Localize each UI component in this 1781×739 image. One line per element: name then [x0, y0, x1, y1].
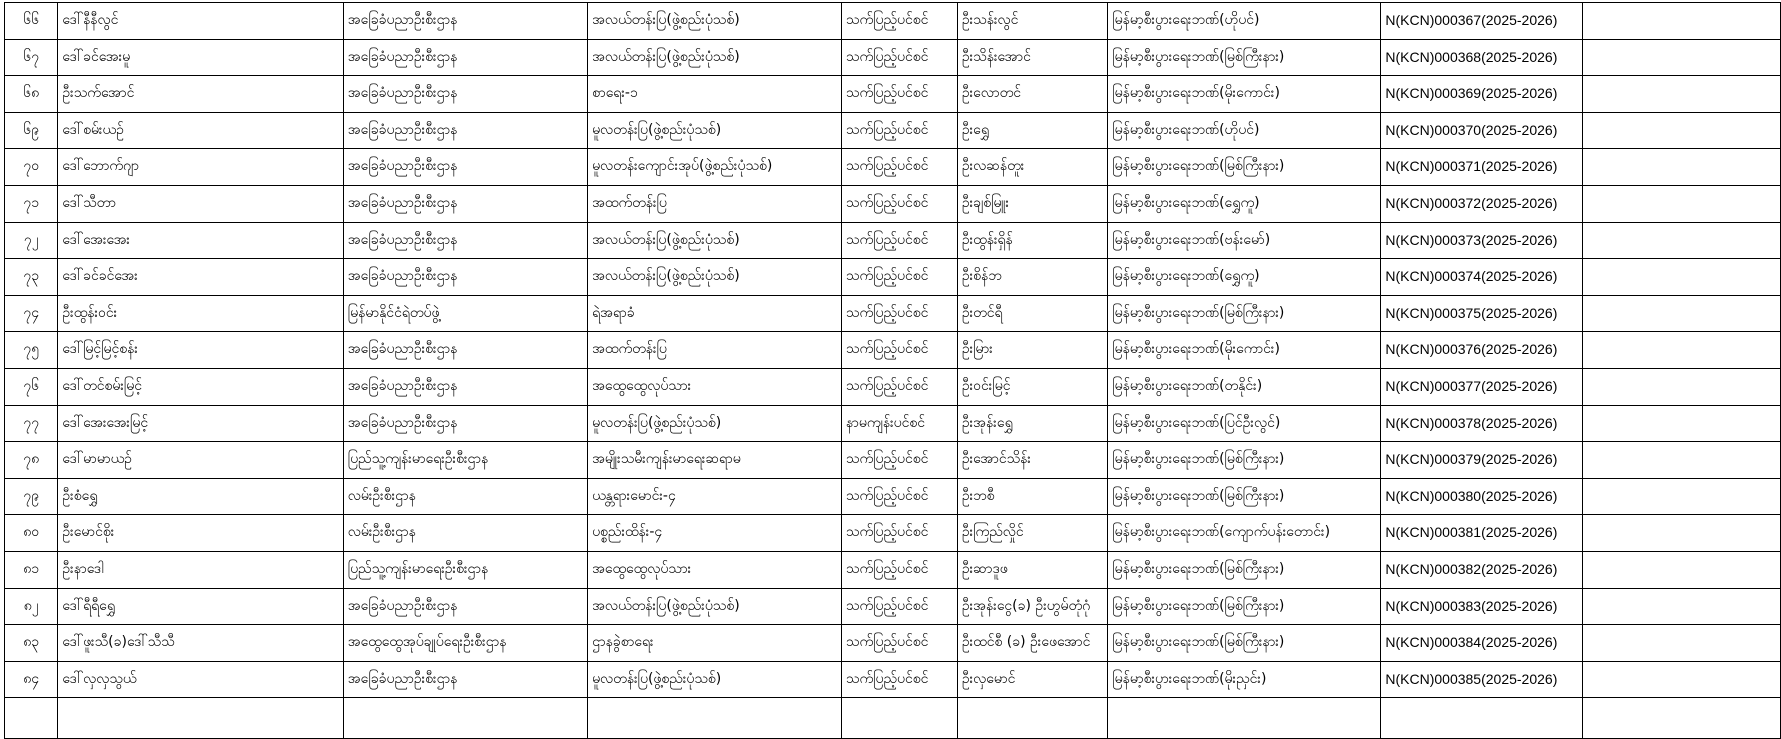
cell-position: ပစ္စည်းထိန်း-၄: [588, 515, 842, 552]
cell-serial-number: ၈၂: [5, 588, 58, 625]
cell-father-name: ဦးစိန်ဘ: [957, 259, 1107, 296]
cell-father-name: ဦးအုန်းရွှေ: [957, 405, 1107, 442]
cell-position: မူလတန်းကျောင်းအုပ်(ဖွဲ့စည်းပုံသစ်): [588, 149, 842, 186]
cell-registration-id: N(KCN)000379(2025-2026): [1381, 442, 1582, 479]
cell-position: အလယ်တန်းပြ(ဖွဲ့စည်းပုံသစ်): [588, 222, 842, 259]
cell-position: အထွေထွေလုပ်သား: [588, 551, 842, 588]
cell-registration-id: N(KCN)000375(2025-2026): [1381, 295, 1582, 332]
cell-bank-branch: မြန်မာ့စီးပွားရေးဘဏ်(မိုးကောင်း): [1108, 332, 1381, 369]
cell-registration-id: N(KCN)000369(2025-2026): [1381, 76, 1582, 113]
cell-position: စာရေး-၁: [588, 76, 842, 113]
pension-roster-page: [0, 2, 1781, 714]
cell-bank-branch: မြန်မာ့စီးပွားရေးဘဏ်(မြစ်ကြီးနား): [1108, 149, 1381, 186]
cell-department: အခြေခံပညာဦးစီးဌာန: [343, 185, 587, 222]
cell-empty: [1582, 588, 1780, 625]
cell-pensioner-name: ဒေါ်ဘောက်ဂျာ: [58, 149, 343, 186]
table-row: [5, 551, 1781, 588]
cell-empty: [1582, 222, 1780, 259]
cell-father-name: ဦးအုန်းငွေ(ခ) ဦးဟွမ်တုံဂုံ: [957, 588, 1107, 625]
table-row-partial: [5, 698, 1781, 739]
pension-roster-table: [4, 2, 1781, 739]
cell-bank-branch: မြန်မာ့စီးပွားရေးဘဏ်(ကျောက်ပန်းတောင်း): [1108, 515, 1381, 552]
table-row: [5, 625, 1781, 662]
cell-pensioner-name: ဒေါ်ခင်ခင်အေး: [58, 259, 343, 296]
cell-serial-number: ၈၁: [5, 551, 58, 588]
cell-father-name: ဦးကြည်လှိုင်: [957, 515, 1107, 552]
cell-position: မူလတန်းပြ(ဖွဲ့စည်းပုံသစ်): [588, 661, 842, 698]
cell-pension-type: [841, 698, 957, 739]
cell-serial-number: [5, 698, 58, 739]
cell-position: ရဲအရာခံ: [588, 295, 842, 332]
table-row: [5, 442, 1781, 479]
cell-father-name: ဦးသန်းလွင်: [957, 3, 1107, 40]
cell-serial-number: ၆၇: [5, 39, 58, 76]
cell-position: အလယ်တန်းပြ(ဖွဲ့စည်းပုံသစ်): [588, 39, 842, 76]
cell-department: [343, 698, 587, 739]
cell-bank-branch: မြန်မာ့စီးပွားရေးဘဏ်(ရွှေကူ): [1108, 185, 1381, 222]
cell-pension-type: သက်ပြည့်ပင်စင်: [841, 588, 957, 625]
cell-pensioner-name: ဒေါ်အေးအေးမြင့်: [58, 405, 343, 442]
cell-position: အလယ်တန်းပြ(ဖွဲ့စည်းပုံသစ်): [588, 3, 842, 40]
cell-registration-id: N(KCN)000368(2025-2026): [1381, 39, 1582, 76]
cell-serial-number: ၇၉: [5, 478, 58, 515]
cell-bank-branch: မြန်မာ့စီးပွားရေးဘဏ်(မိုးကောင်း): [1108, 76, 1381, 113]
cell-bank-branch: မြန်မာ့စီးပွားရေးဘဏ်(တနိုင်း): [1108, 368, 1381, 405]
table-row: [5, 661, 1781, 698]
cell-father-name: ဦးဝင်းမြင့်: [957, 368, 1107, 405]
cell-pension-type: သက်ပြည့်ပင်စင်: [841, 515, 957, 552]
cell-position: မူလတန်းပြ(ဖွဲ့စည်းပုံသစ်): [588, 112, 842, 149]
cell-registration-id: N(KCN)000383(2025-2026): [1381, 588, 1582, 625]
cell-serial-number: ၆၉: [5, 112, 58, 149]
cell-empty: [1582, 625, 1780, 662]
table-row: [5, 332, 1781, 369]
cell-pensioner-name: ဒေါ်ဖူးသီ(ခ)ဒေါ်သီသီ: [58, 625, 343, 662]
cell-pensioner-name: ဒေါ်စမ်းယဉ်: [58, 112, 343, 149]
cell-empty: [1582, 442, 1780, 479]
cell-pension-type: သက်ပြည့်ပင်စင်: [841, 76, 957, 113]
cell-empty: [1582, 3, 1780, 40]
cell-pension-type: သက်ပြည့်ပင်စင်: [841, 368, 957, 405]
cell-registration-id: N(KCN)000385(2025-2026): [1381, 661, 1582, 698]
table-row: [5, 222, 1781, 259]
table-row: [5, 259, 1781, 296]
cell-registration-id: N(KCN)000377(2025-2026): [1381, 368, 1582, 405]
cell-registration-id: N(KCN)000376(2025-2026): [1381, 332, 1582, 369]
cell-pension-type: သက်ပြည့်ပင်စင်: [841, 149, 957, 186]
cell-bank-branch: မြန်မာ့စီးပွားရေးဘဏ်(ဟိုပင်): [1108, 3, 1381, 40]
cell-serial-number: ၇၂: [5, 222, 58, 259]
cell-department: အခြေခံပညာဦးစီးဌာန: [343, 3, 587, 40]
cell-pensioner-name: ဒေါ်အေးအေး: [58, 222, 343, 259]
cell-father-name: ဦးမြား: [957, 332, 1107, 369]
cell-serial-number: ၇၄: [5, 295, 58, 332]
cell-pensioner-name: ဒေါ်ခင်အေးမူ: [58, 39, 343, 76]
cell-empty: [1582, 185, 1780, 222]
cell-pensioner-name: ဒေါ်သီတာ: [58, 185, 343, 222]
cell-serial-number: ၇၅: [5, 332, 58, 369]
cell-registration-id: N(KCN)000372(2025-2026): [1381, 185, 1582, 222]
cell-bank-branch: မြန်မာ့စီးပွားရေးဘဏ်(ရွှေကူ): [1108, 259, 1381, 296]
cell-father-name: ဦးအောင်သိန်း: [957, 442, 1107, 479]
cell-empty: [1582, 515, 1780, 552]
table-body: [5, 3, 1781, 739]
cell-registration-id: N(KCN)000384(2025-2026): [1381, 625, 1582, 662]
cell-registration-id: N(KCN)000370(2025-2026): [1381, 112, 1582, 149]
cell-department: အခြေခံပညာဦးစီးဌာန: [343, 76, 587, 113]
cell-serial-number: ၇၆: [5, 368, 58, 405]
cell-pension-type: သက်ပြည့်ပင်စင်: [841, 259, 957, 296]
cell-pensioner-name: ဒေါ်တင်စမ်းမြင့်: [58, 368, 343, 405]
cell-bank-branch: မြန်မာ့စီးပွားရေးဘဏ်(မိုးညှင်း): [1108, 661, 1381, 698]
cell-department: လမ်းဦးစီးဌာန: [343, 478, 587, 515]
cell-serial-number: ၇၇: [5, 405, 58, 442]
cell-father-name: ဦးသိန်းအောင်: [957, 39, 1107, 76]
cell-pensioner-name: [58, 698, 343, 739]
cell-registration-id: [1381, 698, 1582, 739]
cell-father-name: ဦးထွန်းရှိန်: [957, 222, 1107, 259]
cell-pensioner-name: ဒေါ်နီနီလွင်: [58, 3, 343, 40]
table-row: [5, 478, 1781, 515]
cell-pensioner-name: ဦးနာဒေါ: [58, 551, 343, 588]
cell-bank-branch: မြန်မာ့စီးပွားရေးဘဏ်(မြစ်ကြီးနား): [1108, 588, 1381, 625]
cell-department: လမ်းဦးစီးဌာန: [343, 515, 587, 552]
cell-pensioner-name: ဒေါ်မြင့်မြင့်စန်း: [58, 332, 343, 369]
cell-registration-id: N(KCN)000380(2025-2026): [1381, 478, 1582, 515]
cell-bank-branch: မြန်မာ့စီးပွားရေးဘဏ်(မြစ်ကြီးနား): [1108, 478, 1381, 515]
cell-father-name: ဦးလောတင်: [957, 76, 1107, 113]
cell-department: အခြေခံပညာဦးစီးဌာန: [343, 661, 587, 698]
cell-position: အလယ်တန်းပြ(ဖွဲ့စည်းပုံသစ်): [588, 259, 842, 296]
table-row: [5, 405, 1781, 442]
cell-empty: [1582, 259, 1780, 296]
cell-department: အခြေခံပညာဦးစီးဌာန: [343, 259, 587, 296]
cell-empty: [1582, 149, 1780, 186]
cell-pensioner-name: ဦးသက်အောင်: [58, 76, 343, 113]
cell-position: ယန္တရားမောင်း-၄: [588, 478, 842, 515]
cell-serial-number: ၈၃: [5, 625, 58, 662]
cell-pension-type: သက်ပြည့်ပင်စင်: [841, 295, 957, 332]
cell-pension-type: သက်ပြည့်ပင်စင်: [841, 39, 957, 76]
cell-position: အထက်တန်းပြ: [588, 185, 842, 222]
table-row: [5, 39, 1781, 76]
cell-serial-number: ၇၀: [5, 149, 58, 186]
cell-pensioner-name: ဦးထွန်းဝင်း: [58, 295, 343, 332]
cell-pension-type: သက်ပြည့်ပင်စင်: [841, 3, 957, 40]
cell-bank-branch: မြန်မာ့စီးပွားရေးဘဏ်(မြစ်ကြီးနား): [1108, 295, 1381, 332]
cell-position: မူလတန်းပြ(ဖွဲ့စည်းပုံသစ်): [588, 405, 842, 442]
table-row: [5, 295, 1781, 332]
cell-registration-id: N(KCN)000371(2025-2026): [1381, 149, 1582, 186]
cell-serial-number: ၈၀: [5, 515, 58, 552]
cell-department: အခြေခံပညာဦးစီးဌာန: [343, 588, 587, 625]
cell-pension-type: သက်ပြည့်ပင်စင်: [841, 222, 957, 259]
cell-position: [588, 698, 842, 739]
cell-registration-id: N(KCN)000374(2025-2026): [1381, 259, 1582, 296]
cell-father-name: ဦးရွှေ: [957, 112, 1107, 149]
cell-bank-branch: [1108, 698, 1381, 739]
cell-father-name: ဦးဘစီ: [957, 478, 1107, 515]
cell-pension-type: သက်ပြည့်ပင်စင်: [841, 625, 957, 662]
cell-pension-type: သက်ပြည့်ပင်စင်: [841, 478, 957, 515]
cell-position: အလယ်တန်းပြ(ဖွဲ့စည်းပုံသစ်): [588, 588, 842, 625]
cell-department: ပြည်သူ့ကျန်းမာရေးဦးစီးဌာန: [343, 551, 587, 588]
cell-empty: [1582, 698, 1780, 739]
cell-empty: [1582, 551, 1780, 588]
cell-pension-type: သက်ပြည့်ပင်စင်: [841, 332, 957, 369]
cell-department: အခြေခံပညာဦးစီးဌာန: [343, 222, 587, 259]
cell-pensioner-name: ဦးမောင်စိုး: [58, 515, 343, 552]
cell-bank-branch: မြန်မာ့စီးပွားရေးဘဏ်(မြစ်ကြီးနား): [1108, 442, 1381, 479]
cell-father-name: ဦးထင်စီ (ခ) ဦးဖေအောင်: [957, 625, 1107, 662]
cell-bank-branch: မြန်မာ့စီးပွားရေးဘဏ်(ဟိုပင်): [1108, 112, 1381, 149]
cell-empty: [1582, 76, 1780, 113]
cell-position: ဌာနခွဲစာရေး: [588, 625, 842, 662]
cell-registration-id: N(KCN)000382(2025-2026): [1381, 551, 1582, 588]
cell-department: အခြေခံပညာဦးစီးဌာန: [343, 368, 587, 405]
cell-position: အမျိုးသမီးကျန်းမာရေးဆရာမ: [588, 442, 842, 479]
cell-bank-branch: မြန်မာ့စီးပွားရေးဘဏ်(မြစ်ကြီးနား): [1108, 625, 1381, 662]
cell-department: မြန်မာနိုင်ငံရဲတပ်ဖွဲ့: [343, 295, 587, 332]
cell-father-name: ဦးလဆန်တူး: [957, 149, 1107, 186]
cell-empty: [1582, 661, 1780, 698]
cell-department: အခြေခံပညာဦးစီးဌာန: [343, 332, 587, 369]
cell-serial-number: ၇၈: [5, 442, 58, 479]
cell-registration-id: N(KCN)000367(2025-2026): [1381, 3, 1582, 40]
cell-pension-type: သက်ပြည့်ပင်စင်: [841, 661, 957, 698]
cell-empty: [1582, 295, 1780, 332]
cell-registration-id: N(KCN)000378(2025-2026): [1381, 405, 1582, 442]
cell-bank-branch: မြန်မာ့စီးပွားရေးဘဏ်(မြစ်ကြီးနား): [1108, 551, 1381, 588]
cell-registration-id: N(KCN)000381(2025-2026): [1381, 515, 1582, 552]
cell-empty: [1582, 368, 1780, 405]
cell-bank-branch: မြန်မာ့စီးပွားရေးဘဏ်(မြစ်ကြီးနား): [1108, 39, 1381, 76]
cell-department: အခြေခံပညာဦးစီးဌာန: [343, 149, 587, 186]
cell-bank-branch: မြန်မာ့စီးပွားရေးဘဏ်(ဗန်းမော်): [1108, 222, 1381, 259]
cell-serial-number: ၇၁: [5, 185, 58, 222]
cell-pension-type: သက်ပြည့်ပင်စင်: [841, 442, 957, 479]
cell-empty: [1582, 39, 1780, 76]
cell-serial-number: ၈၄: [5, 661, 58, 698]
table-row: [5, 185, 1781, 222]
table-row: [5, 149, 1781, 186]
cell-pension-type: သက်ပြည့်ပင်စင်: [841, 112, 957, 149]
cell-registration-id: N(KCN)000373(2025-2026): [1381, 222, 1582, 259]
cell-serial-number: ၆၆: [5, 3, 58, 40]
cell-pension-type: သက်ပြည့်ပင်စင်: [841, 551, 957, 588]
cell-father-name: ဦးလှမောင်: [957, 661, 1107, 698]
cell-pension-type: နာမကျန်းပင်စင်: [841, 405, 957, 442]
cell-father-name: ဦးချစ်မြူး: [957, 185, 1107, 222]
table-row: [5, 76, 1781, 113]
table-row: [5, 112, 1781, 149]
cell-pension-type: သက်ပြည့်ပင်စင်: [841, 185, 957, 222]
cell-department: အခြေခံပညာဦးစီးဌာန: [343, 405, 587, 442]
cell-empty: [1582, 332, 1780, 369]
table-row: [5, 588, 1781, 625]
cell-department: ပြည်သူ့ကျန်းမာရေးဦးစီးဌာန: [343, 442, 587, 479]
cell-pensioner-name: ဒေါ်လှလှသွယ်: [58, 661, 343, 698]
table-row: [5, 515, 1781, 552]
cell-empty: [1582, 405, 1780, 442]
cell-serial-number: ၇၃: [5, 259, 58, 296]
cell-department: အခြေခံပညာဦးစီးဌာန: [343, 39, 587, 76]
cell-position: အထက်တန်းပြ: [588, 332, 842, 369]
cell-department: အခြေခံပညာဦးစီးဌာန: [343, 112, 587, 149]
cell-empty: [1582, 478, 1780, 515]
cell-serial-number: ၆၈: [5, 76, 58, 113]
cell-father-name: ဦးတင်ရီ: [957, 295, 1107, 332]
table-row: [5, 368, 1781, 405]
cell-father-name: [957, 698, 1107, 739]
cell-position: အထွေထွေလုပ်သား: [588, 368, 842, 405]
cell-father-name: ဦးဆာဒူဖ: [957, 551, 1107, 588]
cell-pensioner-name: ဒေါ်ရီရီရွှေ: [58, 588, 343, 625]
cell-pensioner-name: ဦးစံရွှေ: [58, 478, 343, 515]
cell-pensioner-name: ဒေါ်မာမာယဉ်: [58, 442, 343, 479]
cell-bank-branch: မြန်မာ့စီးပွားရေးဘဏ်(ပြင်ဦးလွင်): [1108, 405, 1381, 442]
table-row: [5, 3, 1781, 40]
cell-department: အထွေထွေအုပ်ချုပ်ရေးဦးစီးဌာန: [343, 625, 587, 662]
cell-empty: [1582, 112, 1780, 149]
